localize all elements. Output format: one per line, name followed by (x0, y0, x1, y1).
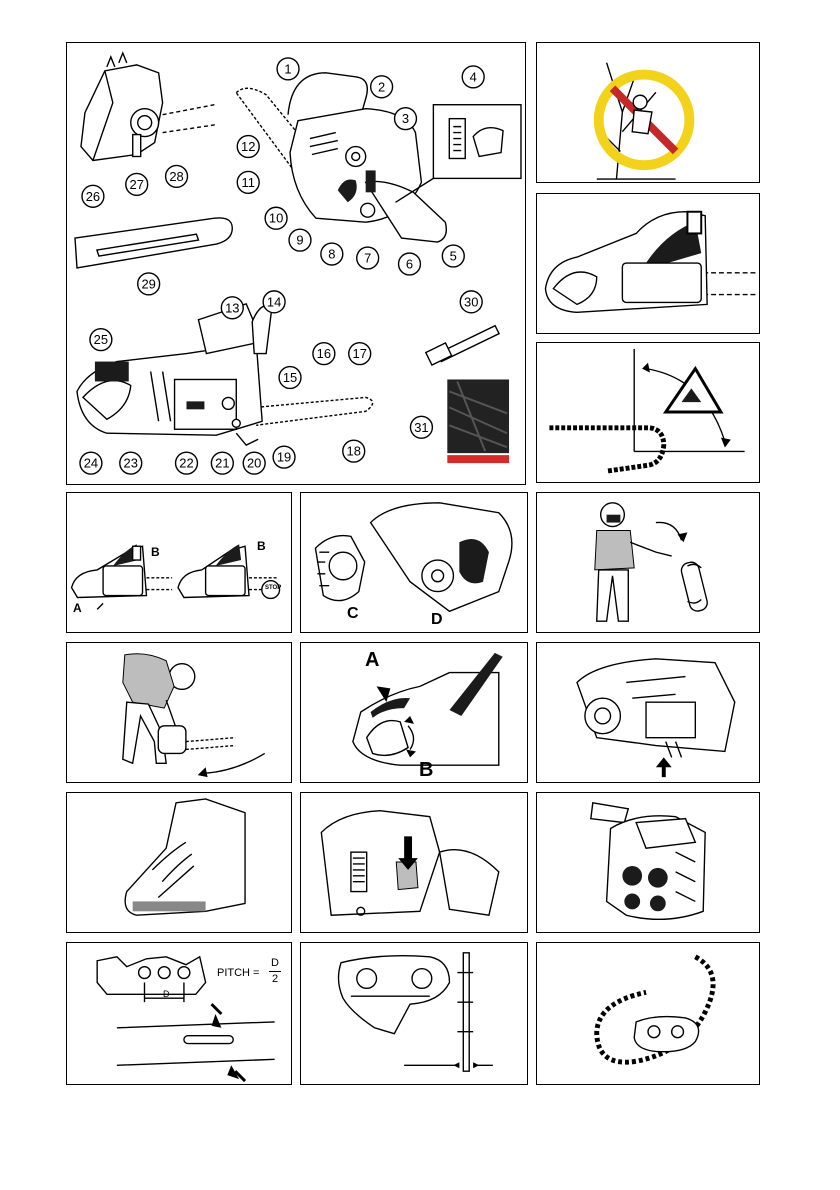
chain-brake-positions-drawing (67, 493, 291, 632)
rear-hand-guard-panel (66, 792, 292, 933)
label-a: A (73, 601, 82, 615)
svg-text:29: 29 (141, 276, 156, 292)
label-a-guard: A (365, 649, 380, 671)
callout-20 (243, 452, 265, 474)
callout-3 (395, 108, 417, 130)
clutch-cover-drawing (301, 493, 527, 632)
callout-9 (289, 229, 311, 251)
callout-5 (442, 245, 464, 267)
callout-17 (349, 343, 371, 365)
cylinder-cover-panel (536, 792, 760, 933)
kickback-drawing (537, 343, 759, 482)
chain-sharpen-panel (536, 942, 760, 1085)
svg-text:15: 15 (282, 369, 298, 385)
callout-28 (166, 165, 188, 187)
callout-16 (313, 343, 335, 365)
svg-text:9: 9 (296, 232, 304, 248)
svg-text:20: 20 (246, 455, 262, 471)
svg-text:18: 18 (346, 443, 361, 459)
pitch-fraction-bar (269, 971, 281, 972)
callout-4 (462, 66, 484, 88)
svg-text:11: 11 (241, 174, 255, 190)
svg-text:14: 14 (266, 294, 282, 310)
callout-19 (273, 446, 295, 468)
svg-text:19: 19 (276, 449, 292, 465)
pitch-denominator: 2 (272, 973, 279, 985)
callout-27 (126, 173, 148, 195)
callout-1 (277, 58, 299, 80)
callout-31 (410, 416, 432, 438)
chain-catcher-panel (536, 642, 760, 783)
label-b-guard: B (419, 759, 434, 781)
muffler-drawing (537, 793, 759, 932)
callout-14 (263, 291, 285, 313)
throttle-lock-drawing (301, 793, 527, 932)
label-d: D (431, 611, 443, 628)
callout-12 (237, 136, 259, 158)
callout-25 (90, 329, 112, 351)
svg-text:6: 6 (405, 256, 414, 272)
pitch-label: PITCH = (217, 967, 260, 979)
chain-loop-drawing (537, 943, 759, 1084)
prohibition-drawing (537, 43, 759, 182)
chain-brake-ab-panel (66, 492, 292, 633)
pitch-numerator: D (271, 957, 279, 969)
svg-text:24: 24 (83, 455, 99, 471)
stop-sign-text: STOP (265, 585, 282, 591)
callout-6 (399, 253, 421, 275)
operator-felling-panel (536, 492, 760, 633)
callout-24 (80, 452, 102, 474)
callout-23 (120, 452, 142, 474)
chain-catcher-drawing (537, 643, 759, 782)
label-b-first: B (151, 545, 160, 559)
callout-7 (357, 247, 379, 269)
svg-text:4: 4 (469, 69, 477, 85)
operator-standing-drawing (537, 493, 759, 632)
callout-18 (343, 440, 365, 462)
label-b-second: B (257, 539, 266, 553)
svg-text:1: 1 (284, 61, 292, 77)
callout-26 (82, 185, 104, 207)
svg-text:10: 10 (268, 210, 284, 226)
callout-10 (265, 207, 287, 229)
svg-text:22: 22 (179, 455, 194, 471)
callout-8 (321, 243, 343, 265)
pitch-drawing (67, 943, 291, 1084)
callout-13 (221, 297, 243, 319)
svg-text:3: 3 (401, 111, 410, 127)
chain-brake-guard-panel (536, 193, 760, 334)
chain-brake-drawing (537, 194, 759, 333)
drive-link-drawing (301, 943, 527, 1084)
kickback-zone-panel (536, 342, 760, 483)
svg-text:8: 8 (328, 246, 336, 262)
callout-15 (279, 367, 301, 389)
svg-text:17: 17 (352, 346, 367, 362)
callout-22 (176, 452, 198, 474)
svg-text:13: 13 (225, 300, 240, 316)
svg-text:21: 21 (215, 455, 230, 471)
callout-2 (371, 76, 393, 98)
svg-text:25: 25 (93, 332, 109, 348)
operator-crouch-drawing (67, 643, 291, 782)
svg-text:16: 16 (316, 346, 332, 362)
svg-text:30: 30 (464, 294, 479, 310)
rear-guard-drawing (67, 793, 291, 932)
front-hand-guard-panel (300, 642, 528, 783)
hand-guard-drawing (301, 643, 527, 782)
no-tree-cutting-panel (536, 42, 760, 183)
chain-pitch-panel (66, 942, 292, 1085)
pitch-dimension-d: D (163, 989, 170, 999)
throttle-lock-panel (300, 792, 528, 933)
overview-panel (66, 42, 526, 485)
starting-position-panel (66, 642, 292, 783)
label-c: C (347, 605, 359, 622)
svg-text:28: 28 (169, 168, 184, 184)
svg-text:12: 12 (241, 139, 256, 155)
callout-11 (237, 171, 259, 193)
svg-text:27: 27 (129, 176, 144, 192)
svg-text:23: 23 (123, 455, 138, 471)
clutch-cover-cd-panel (300, 492, 528, 633)
depth-gauge-panel (300, 942, 528, 1085)
callout-29 (138, 273, 160, 295)
svg-text:5: 5 (449, 248, 457, 264)
callout-30 (460, 291, 482, 313)
callout-21 (211, 452, 233, 474)
callout-layer (67, 43, 525, 484)
svg-text:31: 31 (414, 419, 429, 435)
svg-text:26: 26 (85, 188, 101, 204)
svg-text:2: 2 (378, 79, 386, 95)
svg-text:7: 7 (364, 250, 372, 266)
